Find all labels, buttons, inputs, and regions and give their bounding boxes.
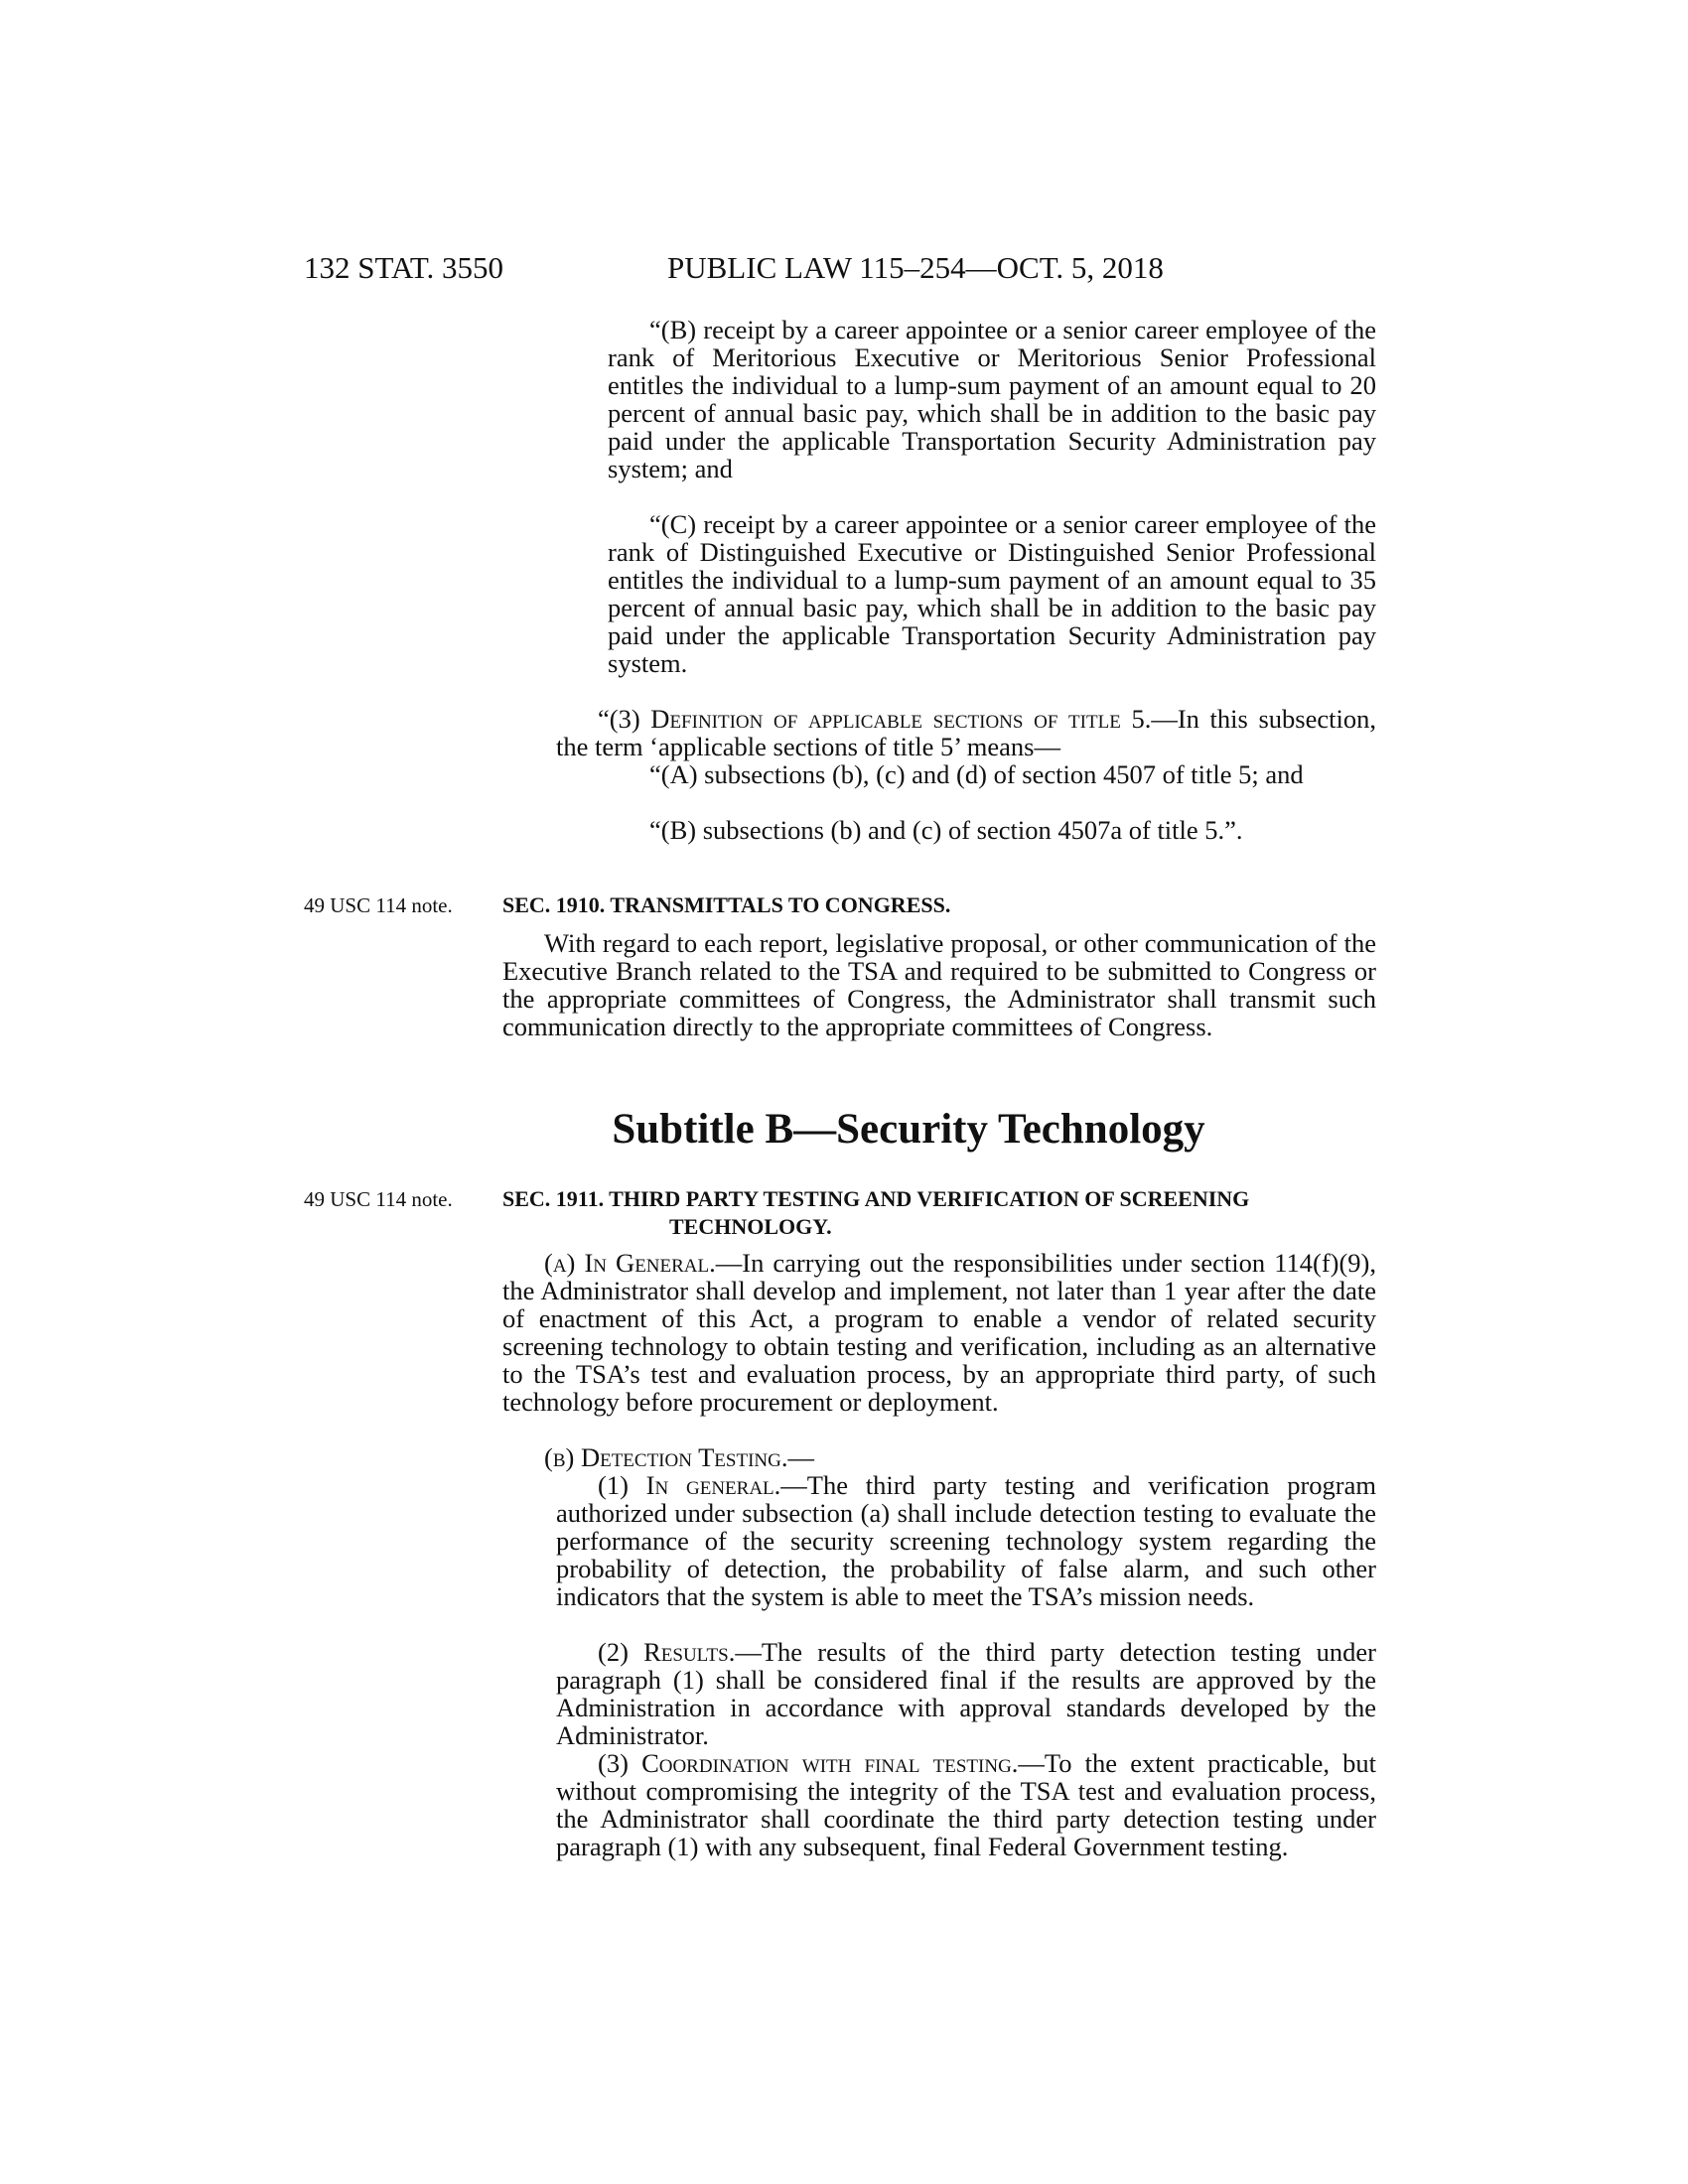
definition-paragraph [556, 705, 1376, 760]
margin-note-1911: 49 USC 114 note. [304, 1187, 453, 1211]
section-1910-heading: SEC. 1910. TRANSMITTALS TO CONGRESS. [502, 892, 951, 917]
paragraph-b1-text: —The third party testing and verification program authorized under subsection (a) shall include detection testing to evaluate the performance of the security screening technology system regarding the probability of detection, the probability of false alarm, and such other indicators that the system is able to meet the TSA’s mission needs. [556, 1470, 1376, 1611]
paragraph-b2 [556, 1638, 1376, 1749]
section-1911-heading-line2: TECHNOLOGY. [669, 1214, 832, 1239]
paragraph-b3 [556, 1749, 1376, 1860]
subsection-a-label: (a) In General. [544, 1248, 716, 1278]
section-1910-body [502, 929, 1376, 1040]
paragraph-b1 [556, 1471, 1376, 1610]
paragraph-b [608, 316, 1376, 482]
subsection-b-label: (b) Detection Testing. [544, 1442, 788, 1472]
subsection-b-text: — [787, 1442, 814, 1472]
paragraph-b-text: “(B) receipt by a career appointee or a senior career employee of the rank of Meritorious Executive or Meritorious Senior Professional entitles the individual to a lump-sum payment of an amount equal to 20 percent of annual basic pay, which shall be in addition to the basic pay paid under the applicable Transportation Security Administration pay system; and [608, 315, 1376, 483]
subsection-a-text: —In carrying out the responsibilities under section 114(f)(9), the Administrator shall develop and implement, not later than 1 year after the date of enactment of this Act, a program to enable a vendor of related security screening technology to obtain testing and verification, including as an alternative to the TSA’s test and evaluation process, by an appropriate third party, of such technology before procurement or deployment. [502, 1248, 1376, 1417]
running-header: PUBLIC LAW 115–254—OCT. 5, 2018 [667, 250, 1164, 285]
paragraph-b3-label: (3) Coordination with final testing. [598, 1748, 1019, 1778]
paragraph-b1-label: (1) In general. [598, 1470, 781, 1500]
definition-item-a [608, 760, 1376, 788]
definition-label: “(3) Definition of applicable sections of title 5. [598, 704, 1152, 734]
definition-text: —In this subsection, the term ‘applicable sections of title 5’ means— [556, 704, 1376, 761]
subtitle-heading: Subtitle B—Security Technology [612, 1106, 1205, 1153]
section-1911-heading-line1: SEC. 1911. THIRD PARTY TESTING AND VERIFICATION OF SCREENING [502, 1186, 1250, 1211]
paragraph-b3-text: —To the extent practicable, but without compromising the integrity of the TSA test and evaluation process, the Administrator shall coordinate the third party detection testing under paragraph (1) with any subsequent, final Federal Government testing. [556, 1748, 1376, 1861]
paragraph-b2-text: —The results of the third party detection testing under paragraph (1) shall be considered final if the results are approved by the Administration in accordance with approval standards developed by the Administrator. [556, 1637, 1376, 1750]
margin-note-1910: 49 USC 114 note. [304, 893, 453, 917]
definition-item-b [608, 816, 1376, 844]
paragraph-c [608, 510, 1376, 677]
section-1910-text: With regard to each report, legislative proposal, or other communication of the Executive Branch related to the TSA and required to be submitted to Congress or the appropriate committees of Congress, the Administrator shall transmit such communication directly to the appropriate committees of Congress. [502, 928, 1376, 1041]
paragraph-c-text: “(C) receipt by a career appointee or a senior career employee of the rank of Distinguished Executive or Distinguished Senior Professional entitles the individual to a lump-sum payment of an amount equal to 35 percent of annual basic pay, which shall be in addition to the basic pay paid under the applicable Transportation Security Administration pay system. [608, 509, 1376, 678]
section-1911-heading [502, 1185, 1376, 1241]
definition-item-a-text: “(A) subsections (b), (c) and (d) of section 4507 of title 5; and [649, 759, 1304, 789]
subsection-b [502, 1443, 1376, 1471]
statute-page-number: 132 STAT. 3550 [304, 250, 504, 285]
paragraph-b2-label: (2) Results. [598, 1637, 736, 1667]
definition-item-b-text: “(B) subsections (b) and (c) of section 4507a of title 5.”. [649, 815, 1243, 845]
subsection-a [502, 1249, 1376, 1416]
